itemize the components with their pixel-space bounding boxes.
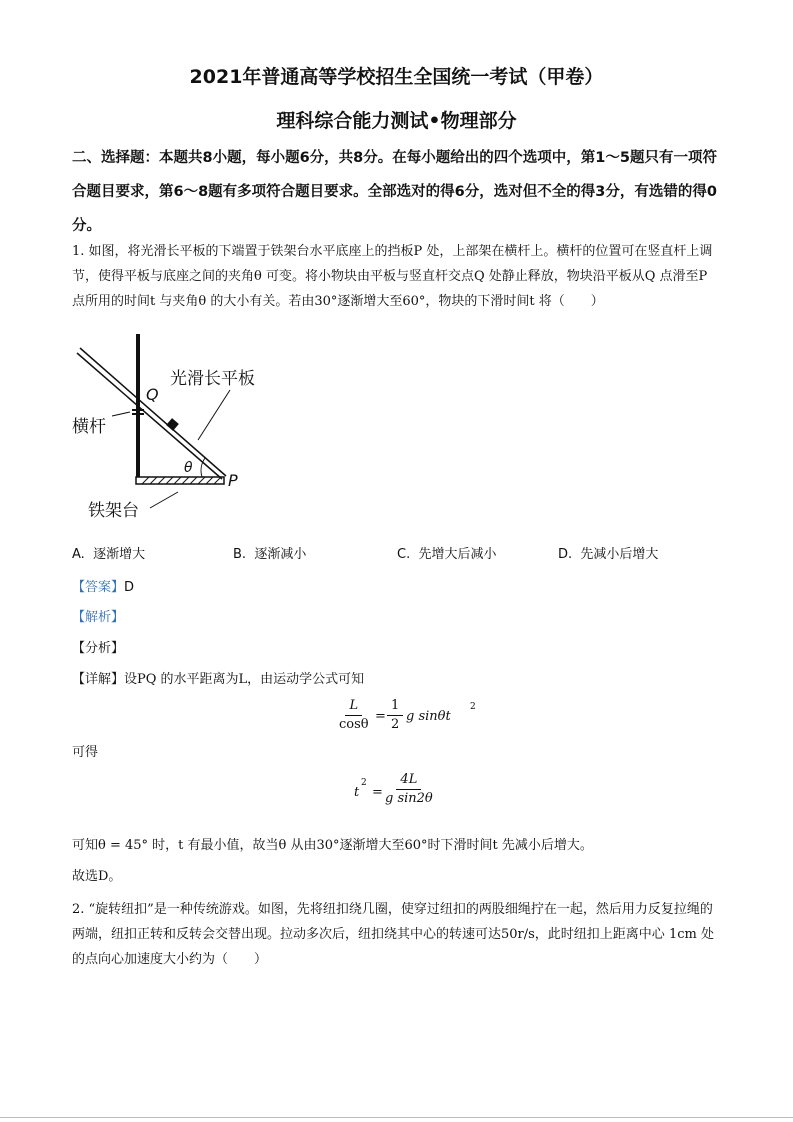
eq2-equals: = xyxy=(372,785,383,800)
answer-value: D xyxy=(124,580,135,595)
eq2-exponent: 2 xyxy=(361,778,367,788)
question-1-stem: 1. 如图，将光滑长平板的下端置于铁架台水平底座上的挡板P 处，上部架在横杆上。横杆的位置可在竖直杆上调节，使得平板与底座之间的夹角θ 可变。将小物块由平板与竖直杆交点Q 处静止释放，物块沿平板从Q 点滑至P 点所用的时间t 与夹角θ 的大小有关。若由30°逐渐增大至60°，物块的下滑时间t 将（ ） xyxy=(72,244,713,309)
eq1-lhs-den: cosθ xyxy=(339,717,369,732)
option-c[interactable] xyxy=(397,543,497,562)
label-P: P xyxy=(228,471,238,490)
option-d-text: 先减小后增大 xyxy=(580,547,659,562)
option-b-text: 逐渐减小 xyxy=(254,547,307,562)
label-plate: 光滑长平板 xyxy=(170,369,255,389)
answer-line xyxy=(72,576,134,595)
option-a-letter: A. xyxy=(72,547,85,562)
eq2-den: g sin2θ xyxy=(385,791,433,806)
block xyxy=(166,418,179,431)
eq1-lhs-fraction xyxy=(335,697,373,734)
question-1-figure xyxy=(70,330,280,525)
kede-text: 可得 xyxy=(72,745,99,760)
option-c-letter: C. xyxy=(397,547,411,562)
eq2-fraction xyxy=(381,771,437,808)
option-b[interactable] xyxy=(233,543,306,562)
eq1-rhs: g sinθt xyxy=(406,709,451,724)
detail-text: 【详解】设PQ 的水平距离为L，由运动学公式可知 xyxy=(72,672,365,687)
bar-leader xyxy=(112,412,130,416)
fenxi-tag: 【分析】 xyxy=(72,641,125,656)
page-title: 2021年普通高等学校招生全国统一考试（甲卷） xyxy=(189,66,604,88)
answer-tag: 【答案】 xyxy=(72,580,125,595)
eq1-equals: = xyxy=(375,709,386,724)
option-a-text: 逐渐增大 xyxy=(93,547,146,562)
eq1-exponent: 2 xyxy=(470,702,476,712)
page-subtitle: 理科综合能力测试•物理部分 xyxy=(276,110,517,132)
conclusion-text: 可知θ = 45° 时，t 有最小值，故当θ 从由30°逐渐增大至60°时下滑时间t 先减小后增大。 xyxy=(72,838,593,853)
eq2-lhs: t xyxy=(354,785,360,800)
eq2-num: 4L xyxy=(396,771,421,790)
eq1-lhs-num: L xyxy=(345,697,362,716)
label-stand: 铁架台 xyxy=(88,501,139,521)
question-2-stem: 2. “旋转纽扣”是一种传统游戏。如图，先将纽扣绕几圈，使穿过纽扣的两股细绳拧在一起，然后用力反复拉绳的两端，纽扣正转和反转会交替出现。拉动多次后，纽扣绕其中心的转速可达50r/s，此时纽扣上距离中心 1cm 处的点向心加速度大小约为（ ） xyxy=(72,902,714,967)
label-Q: Q xyxy=(146,385,159,404)
option-b-letter: B. xyxy=(233,547,247,562)
choose-text: 故选D。 xyxy=(72,869,122,884)
option-d[interactable] xyxy=(558,543,658,562)
option-c-text: 先增大后减小 xyxy=(418,547,497,562)
label-bar: 横杆 xyxy=(72,417,106,437)
eq1-half-den: 2 xyxy=(391,717,400,732)
analysis-tag: 【解析】 xyxy=(72,610,125,625)
option-a[interactable] xyxy=(72,543,145,562)
page-bottom-rule xyxy=(0,1117,793,1118)
eq1-half-num: 1 xyxy=(387,697,403,716)
plate-edge-top xyxy=(80,348,226,476)
section-instructions: 二、选择题：本题共8小题，每小题6分，共8分。在每小题给出的四个选项中，第1～5题只有一项符合题目要求，第6～8题有多项符合题目要求。全部选对的得6分，选对但不全的得3分，有选错的得0分。 xyxy=(72,150,717,234)
label-theta: θ xyxy=(184,460,193,476)
eq1-half-fraction xyxy=(387,697,403,734)
stand-leader xyxy=(150,492,178,508)
option-d-letter: D. xyxy=(558,547,573,562)
plate-leader xyxy=(198,390,230,440)
